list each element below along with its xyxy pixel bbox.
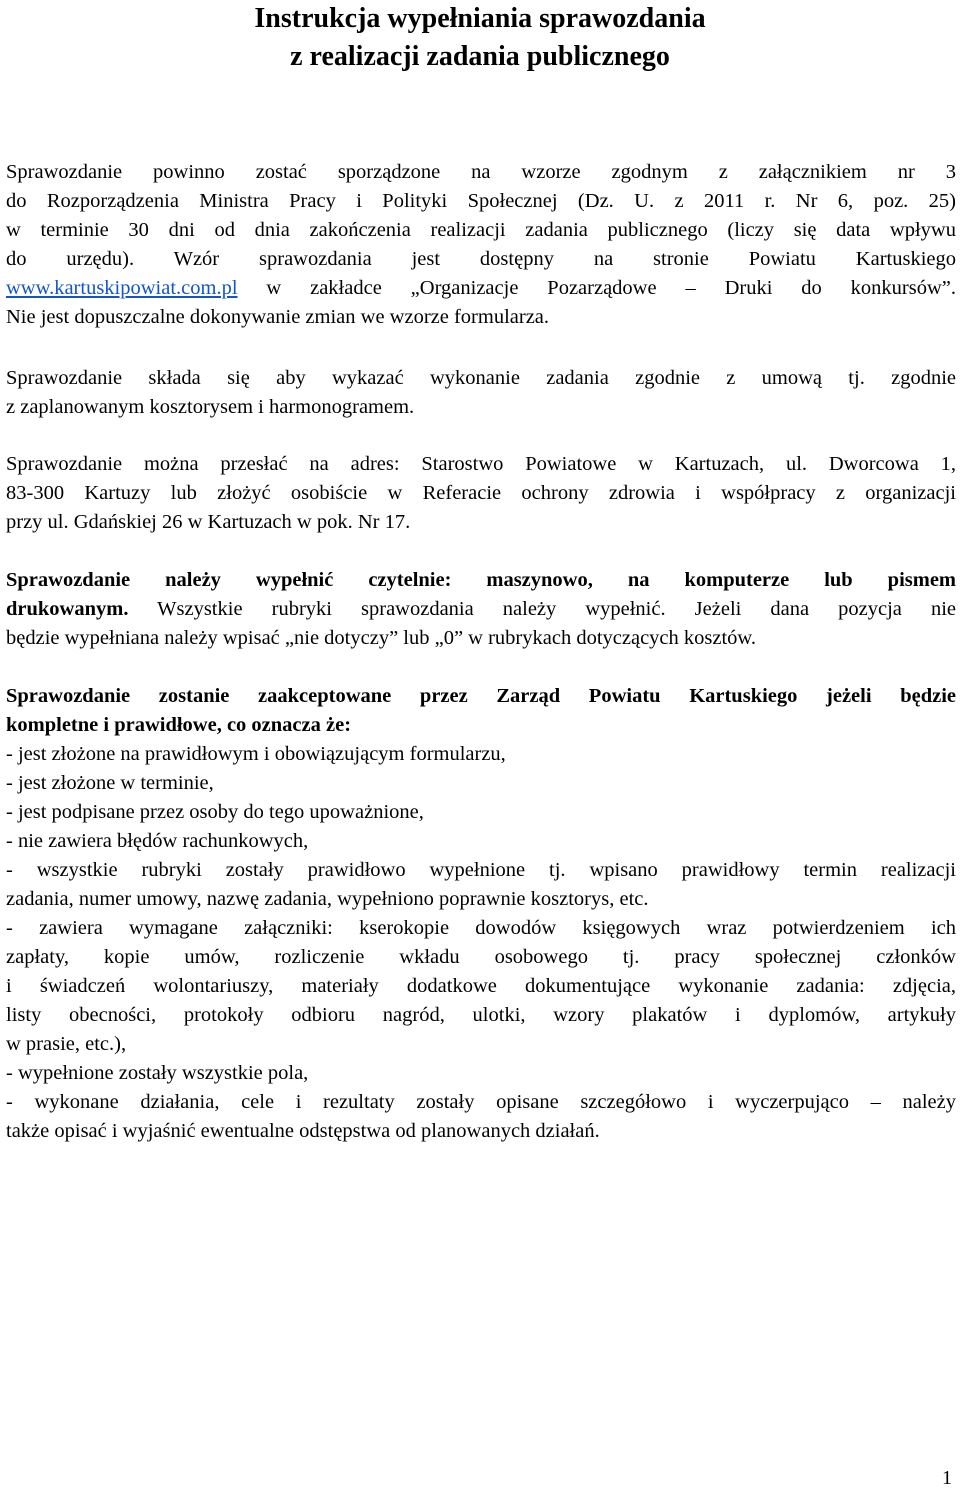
list-item-continuation: zapłaty, kopie umów, rozliczenie wkładu osobowego tj. pracy społecznej członków <box>6 946 956 968</box>
paragraph-report-purpose <box>6 364 956 422</box>
text-fragment: Wszystkie rubryki sprawozdania należy wypełnić. Jeżeli dana pozycja nie <box>128 598 956 620</box>
list-item: - wszystkie rubryki zostały prawidłowo wypełnione tj. wpisano prawidłowy termin realizacji <box>6 859 956 881</box>
document-title-line-2: z realizacji zadania publicznego <box>290 41 670 72</box>
text-line: Sprawozdanie składa się aby wykazać wykonanie zadania zgodnie z umową tj. zgodnie <box>6 367 956 389</box>
list-item: - jest podpisane przez osoby do tego upoważnione, <box>6 801 424 823</box>
bold-text: Sprawozdanie należy wypełnić czytelnie: maszynowo, na komputerze lub pismem <box>6 569 956 591</box>
bold-text: kompletne i prawidłowe, co oznacza że: <box>6 714 352 736</box>
list-item: - wypełnione zostały wszystkie pola, <box>6 1062 309 1084</box>
text-line: do Rozporządzenia Ministra Pracy i Polityki Społecznej (Dz. U. z 2011 r. Nr 6, poz. 25) <box>6 190 956 212</box>
list-item: - wykonane działania, cele i rezultaty zostały opisane szczegółowo i wyczerpująco – należy <box>6 1091 956 1113</box>
text-line: w terminie 30 dni od dnia zakończenia realizacji zadania publicznego (liczy się data wpływu <box>6 219 956 241</box>
bold-text: Sprawozdanie zostanie zaakceptowane przez Zarząd Powiatu Kartuskiego jeżeli będzie <box>6 685 956 707</box>
list-item-continuation: w prasie, etc.), <box>6 1033 127 1055</box>
text-line <box>6 566 956 595</box>
website-link[interactable]: www.kartuskipowiat.com.pl <box>6 277 238 299</box>
text-line: do urzędu). Wzór sprawozdania jest dostępny na stronie Powiatu Kartuskiego <box>6 248 956 270</box>
paragraph-submission-address <box>6 450 956 537</box>
text-line <box>6 682 956 711</box>
bold-text: drukowanym. <box>6 598 129 620</box>
text-line <box>6 274 956 303</box>
text-line: 83-300 Kartuzy lub złożyć osobiście w Referacie ochrony zdrowia i współpracy z organizacji <box>6 482 956 504</box>
page-number: 1 <box>942 1467 952 1489</box>
list-item: - jest złożone na prawidłowym i obowiązującym formularzu, <box>6 743 506 765</box>
list-item: - jest złożone w terminie, <box>6 772 214 794</box>
text-line: będzie wypełniana należy wpisać „nie dotyczy” lub „0” w rubrykach dotyczących kosztów. <box>6 627 757 649</box>
paragraph-submission-template <box>6 158 956 332</box>
list-item: - zawiera wymagane załączniki: kserokopie dowodów księgowych wraz potwierdzeniem ich <box>6 917 956 939</box>
document-title-line-1: Instrukcja wypełniania sprawozdania <box>254 3 706 34</box>
text-line <box>6 595 956 624</box>
text-fragment: w zakładce „Organizacje Pozarządowe – Druki do konkursów”. <box>237 277 956 299</box>
list-item-continuation: i świadczeń wolontariuszy, materiały dodatkowe dokumentujące wykonanie zadania: zdjęcia, <box>6 975 956 997</box>
text-line: przy ul. Gdańskiej 26 w Kartuzach w pok. Nr 17. <box>6 511 411 533</box>
text-line: Nie jest dopuszczalne dokonywanie zmian we wzorze formularza. <box>6 306 550 328</box>
text-line: z zaplanowanym kosztorysem i harmonogramem. <box>6 396 415 418</box>
text-line: Sprawozdanie można przesłać na adres: Starostwo Powiatowe w Kartuzach, ul. Dworcowa 1, <box>6 453 956 475</box>
list-item-continuation: zadania, numer umowy, nazwę zadania, wypełniono poprawnie kosztorys, etc. <box>6 888 649 910</box>
text-line: Sprawozdanie powinno zostać sporządzone na wzorze zgodnym z załącznikiem nr 3 <box>6 161 956 183</box>
text-line <box>6 711 956 740</box>
list-item-continuation: listy obecności, protokoły odbioru nagród, ulotki, wzory plakatów i dyplomów, artykuły <box>6 1004 956 1026</box>
list-item-continuation: także opisać i wyjaśnić ewentualne odstępstwa od planowanych działań. <box>6 1120 600 1142</box>
paragraph-acceptance-criteria <box>6 682 956 1146</box>
list-item: - nie zawiera błędów rachunkowych, <box>6 830 309 852</box>
paragraph-filling-rules <box>6 566 956 653</box>
